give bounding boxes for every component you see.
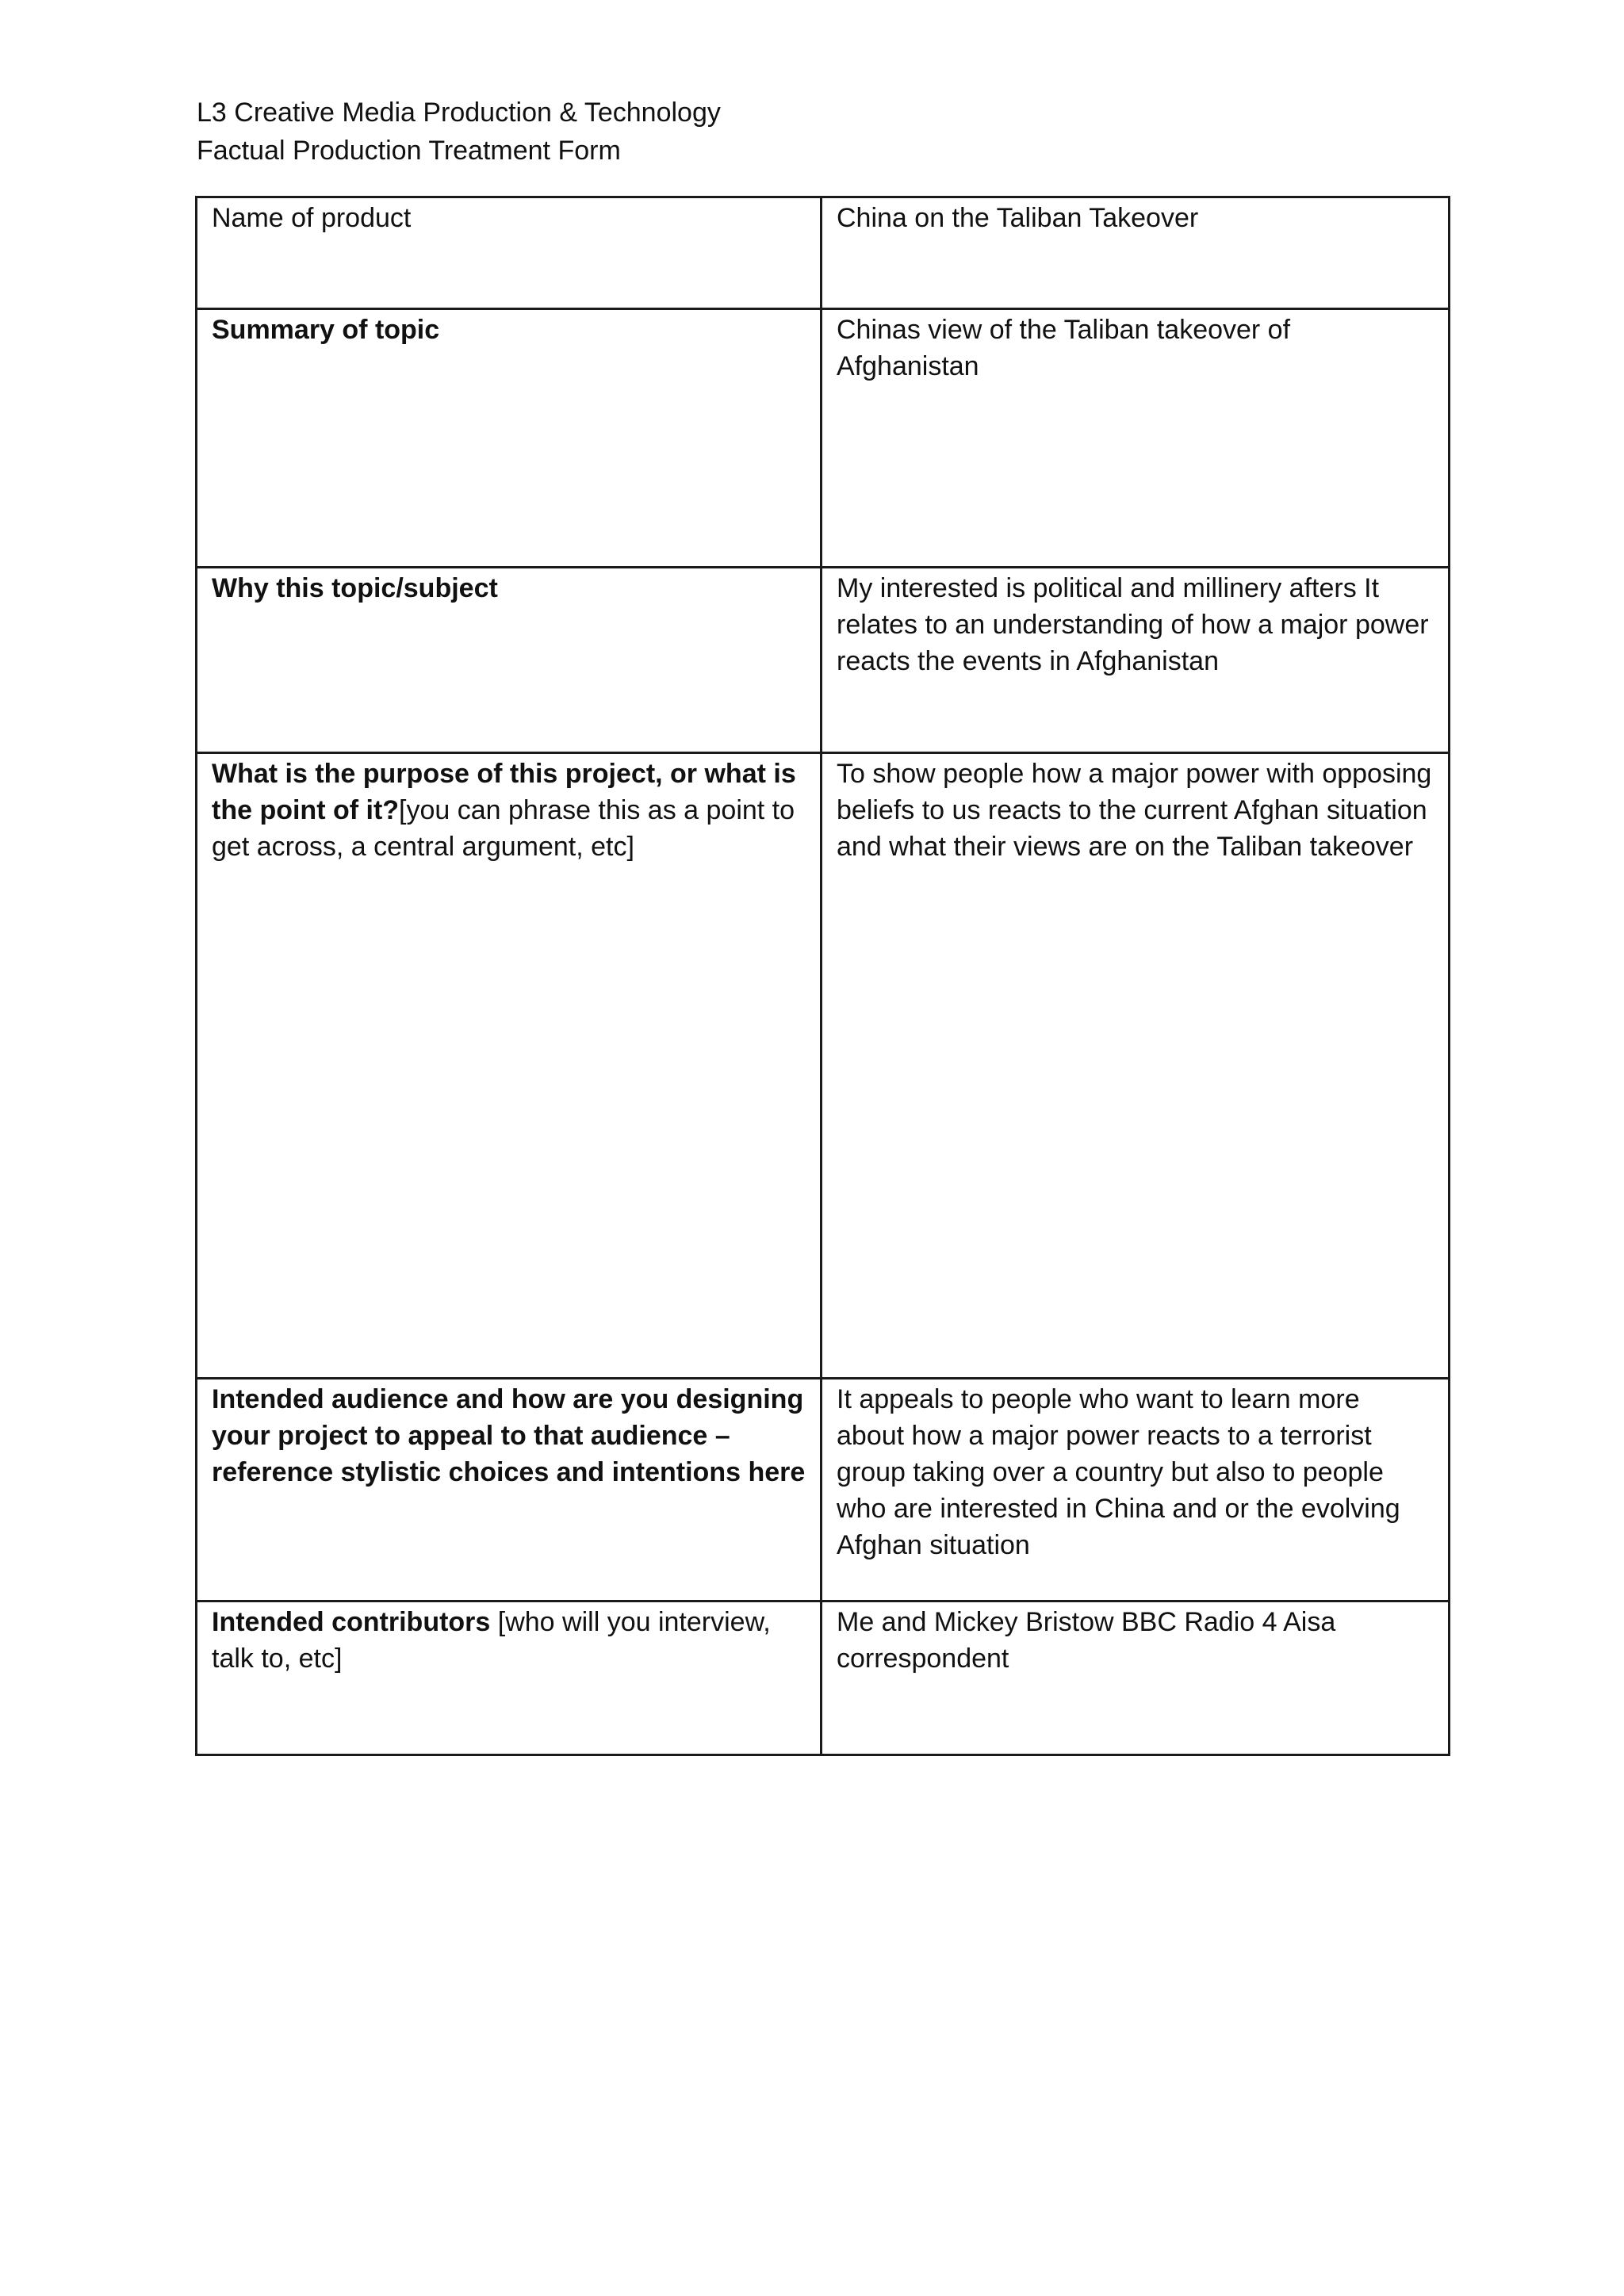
page-header: [197, 94, 721, 170]
field-label-note: [you can phrase this as a point to get across, a central argument, etc]: [212, 795, 795, 862]
answer-cell: China on the Taliban Takeover: [822, 197, 1450, 309]
form-title: Factual Production Treatment Form: [197, 136, 621, 166]
label-cell: [197, 309, 822, 568]
label-cell: [197, 1601, 822, 1755]
field-label-note: Name of product: [212, 203, 412, 233]
field-label: What is the purpose of this project, or what is the point of it?: [212, 759, 796, 825]
treatment-form-table: [195, 196, 1450, 1756]
field-label: Intended audience and how are you designing your project to appeal to that audience – reference stylistic choices and intentions here: [212, 1384, 806, 1487]
answer-cell: It appeals to people who want to learn more about how a major power reacts to a terrorist group taking over a country but also to people who are interested in China and or the evolving Afghan situation: [822, 1379, 1450, 1601]
table-row: [197, 197, 1450, 309]
answer-cell: To show people how a major power with opposing beliefs to us reacts to the current Afghan situation and what their views are on the Taliban takeover: [822, 753, 1450, 1379]
label-cell: [197, 568, 822, 753]
table-row: [197, 753, 1450, 1379]
label-cell: [197, 197, 822, 309]
table-row: [197, 1379, 1450, 1601]
field-label: Summary of topic: [212, 315, 440, 345]
field-label: Intended contributors: [212, 1607, 491, 1637]
answer-cell: Me and Mickey Bristow BBC Radio 4 Aisa correspondent: [822, 1601, 1450, 1755]
label-cell: [197, 1379, 822, 1601]
answer-cell: My interested is political and millinery afters It relates to an understanding of how a major power reacts the events in Afghanistan: [822, 568, 1450, 753]
table-row: [197, 1601, 1450, 1755]
course-title: L3 Creative Media Production & Technology: [197, 98, 721, 128]
field-label: Why this topic/subject: [212, 573, 498, 603]
label-cell: [197, 753, 822, 1379]
table-row: [197, 568, 1450, 753]
field-label-note: [who will you interview, talk to, etc]: [212, 1607, 771, 1674]
table-row: [197, 309, 1450, 568]
answer-cell: Chinas view of the Taliban takeover of Afghanistan: [822, 309, 1450, 568]
